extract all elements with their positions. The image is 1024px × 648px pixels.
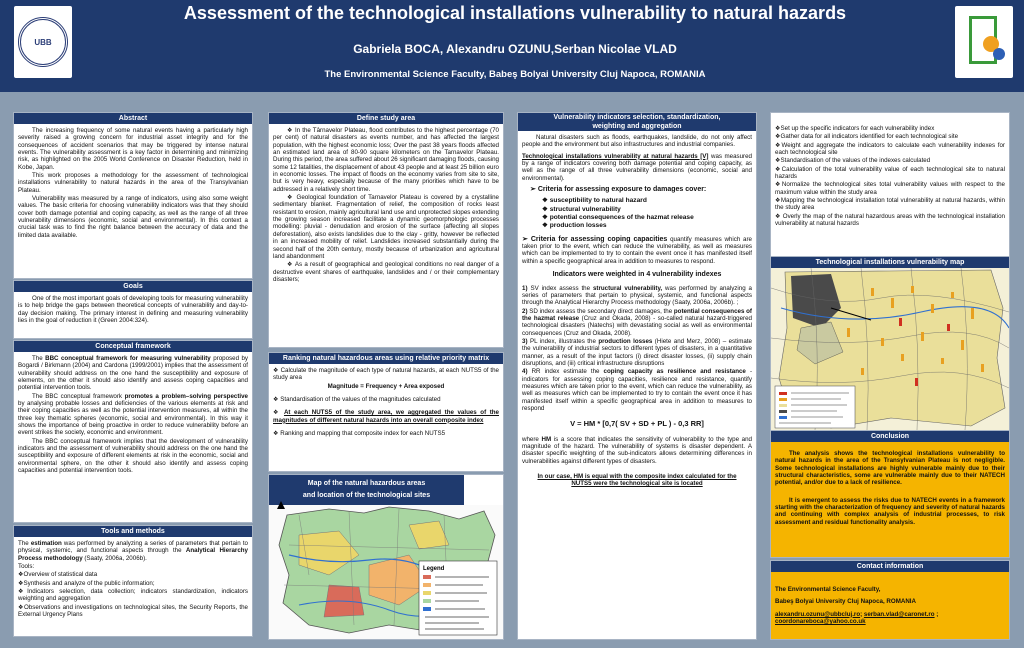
study-p1: ❖ In the Târnavelor Plateau, flood contributes to the highest percentage (70 per cent) of natural disasters as events number, and has affected the largest population, with the highest economic loss; Over the past 38 years floods affected an estimated land area of 80-90 square kilometers on the Tarnavelor Plateau. During this period, the area suffered about 26 significant damaging floods, causing some 12 fatalities, the displacement of about 43 people and at least 25 billion euro in economic losses. The impact of floods on the economy varies from site to site, but is very heavy, especially because of the many priorities which have to be addressed in a relatively short time.: [273, 127, 499, 193]
abstract-heading: Abstract: [14, 113, 252, 124]
study-p3: ❖ As a result of geographical and geological conditions no real danger of a destructive event shares of earthquake, landslides and / or their complementary disasters;: [273, 261, 499, 283]
vuln-map-heading: Technological installations vulnerability map: [771, 257, 1009, 268]
index-3: 3) PL index, illustrates the production losses (Hiete and Merz, 2008) – estimate the vulnerability of industrial sectors to different types of disasters, in a quantitative manner, as a result of the input factors (i) direct disaster losses, (ii) supply chain disruptions, and (iii) critical infrastructure disruptions: [522, 337, 752, 367]
step-item: ❖Calculation of the total vulnerability value of each technological site to natural hazards: [775, 165, 1005, 181]
conclusion-heading: Conclusion: [771, 431, 1009, 442]
diamond-bullet-icon: ❖: [287, 261, 295, 269]
tm-item: ❖Indicators selection, data collection; indicators standardization, indicators weighting and aggregation: [18, 588, 248, 603]
ranking-heading: Ranking natural hazardous areas using relative priority matrix: [269, 353, 503, 364]
conclusion-p1: The analysis shows the technological installations vulnerability to natural hazards in the area of the Transylvanian Plateau is not negligible. Some technological installations are highly vulnerable mainly due to their structural characteristics, some are vulnerable mainly due to their NATECH potential, and/or due to a lack of resilience.: [775, 450, 1005, 487]
indicators-panel: [517, 112, 757, 640]
poster-title: Assessment of the technological installations vulnerability to natural hazards: [183, 3, 847, 23]
diamond-bullet-icon: ❖: [542, 222, 550, 230]
abstract-p2: This work proposes a methodology for the assessment of technological installations vulnerability to natural hazards in the area of the Transylvanian Plateau.: [18, 172, 248, 194]
faculty-logo: [955, 6, 1013, 78]
affiliation: The Environmental Science Faculty, Babeş Bolyai University Cluj Napoca, ROMANIA: [324, 69, 706, 80]
hazard-map-panel: [268, 474, 504, 640]
university-logo: [14, 6, 72, 78]
goals-heading: Goals: [14, 281, 252, 292]
crit-item: ❖ potential consequences of the hazmat release: [542, 214, 694, 222]
criteria-exposure: ➢ Criteria for assessing exposure to damages cover:: [530, 186, 707, 194]
diamond-bullet-icon: ❖: [542, 214, 550, 222]
weighted-heading: Indicators were weighted in 4 vulnerability indexes: [552, 271, 722, 279]
hazard-map-heading: Map of the natural hazardous areas and location of the technological sites: [269, 475, 464, 505]
vis-p2: Technological installations vulnerability at natural hazards [V] was measured by a range of indicators covering both damage potential and coping capacity, as well as the range of all three vulnerability dimensions (economic, social and environmental).: [522, 152, 752, 182]
cf-p1: The BBC conceptual framework for measuring vulnerability proposed by Bogardi / Birkmann (2004) and Cardona (1999/2001) implies that the assessment of vulnerability should address on the one hand the susceptibility and exposure of elements, on the other it should also identify and assess coping capacities and potential intervention tools.: [18, 355, 248, 392]
abstract-p3: Vulnerability was measured by a range of indicators, using also some weight values. The basic criteria for choosing vulnerability indicators was that they should cover both damage potential and coping capacity, as well as the range of all three vulnerability dimensions (economic, social and environmental). In this context a crucial task was to find the right balance between the accuracy of data and the limited data available.: [18, 195, 248, 239]
contact-heading: Contact information: [771, 561, 1009, 572]
index-2: 2) SD index assess the secondary direct damages, the potential consequences of the hazmat release (Cruz and Okada, 2008) - so-called natural hazard-triggered technological disasters (Natechs) with devastating social as well as environmental consequences (Cruz and Okada, 2008).: [522, 307, 752, 337]
rank-item-4: ❖ Ranking and mapping that composite index for each NUTS5: [273, 430, 446, 438]
tm-item: ❖Observations and investigations on technological sites, the Security Reports, the External Urgency Plans: [18, 603, 248, 619]
study-heading: Define study area: [269, 113, 503, 124]
university-seal-icon: UBB: [18, 17, 68, 67]
crit-item: ❖ structural vulnerability: [542, 205, 621, 213]
tm-item: ❖Synthesis and analyze of the public information;: [18, 579, 155, 587]
arrow-bullet-icon: ➢: [530, 186, 538, 194]
index-4: 4) RR index estimate the coping capacity as resilience and resistance - indicators for assessing coping capacities, resilience and resistance, quantify measures which are taken prior to the event, which can reduce the vulnerability, as well as measures which can be implemented to try to contain the event once it has manifested itself within a specific geographical area in addition to measures to respond: [522, 368, 753, 412]
ranking-panel: [268, 352, 504, 472]
tm-heading: Tools and methods: [14, 526, 252, 537]
vis-p1: Natural disasters such as floods, earthquakes, landslide, do not only affect people and the environment but also infrastructures and industrial companies.: [522, 134, 752, 149]
authors: Gabriela BOCA, Alexandru OZUNU,Serban Nicolae VLAD: [353, 42, 677, 56]
tools-methods-panel: [13, 525, 253, 637]
study-area-panel: [268, 112, 504, 348]
indicators-heading: Vulnerability indicators selection, standardization, weighting and aggregation: [518, 113, 756, 131]
step-item: ❖ Overly the map of the natural hazardous areas with the technological installation vulnerability at natural hazards: [775, 212, 1005, 228]
rank-item-3: ❖ At each NUTS5 of the study area, we aggregated the values of the magnitudes of different natural hazards into an overall composite index: [273, 409, 499, 424]
conclusion-p2: It is emergent to assess the risks due to NATECH events in a framework starting with the characterization of frequency and severity of natural hazards and continuing with complex analysis of industrial processes, to risk assessment and residual functionality analysis.: [775, 496, 1005, 526]
conceptual-framework-panel: [13, 340, 253, 523]
goals-panel: [13, 280, 253, 339]
contact-panel: [770, 560, 1010, 640]
abstract-panel: [13, 112, 253, 279]
tm-item: ❖Overview of statistical data: [18, 571, 98, 579]
cf-heading: Conceptual framework: [14, 341, 252, 352]
where-text: where HM is a score that indicates the sensitivity of vulnerability to the type and magnitude of the hazard. The vulnerability of systems is disaster dependent. A disaster specific weighting of the sub-indicators allows determining differences in vulnerabilities against different types of disasters.: [522, 435, 752, 465]
conclusion-panel: [770, 430, 1010, 558]
goals-text: One of the most important goals of developing tools for measuring vulnerability is to help bridge the gaps between theoretical concepts of vulnerability and day-to-day decision making. The primary interest in defining and measuring vulnerability lies in the goal of reduction it (Green 2004:324).: [18, 295, 248, 325]
diamond-bullet-icon: ❖: [542, 197, 550, 205]
step-item: ❖Mapping the technological installation total vulnerability at natural hazards, within the study area: [775, 197, 1005, 212]
crit-item: ❖ production losses: [542, 222, 607, 230]
hazard-map: [269, 475, 503, 639]
email-link-ozunu[interactable]: alexandru.ozunu@ubbcluj.ro: [775, 610, 861, 618]
diamond-bullet-icon: ❖: [287, 127, 295, 134]
contact-line-2: Babeş Bolyai University Cluj Napoca, ROMANIA: [775, 598, 916, 606]
index-1: 1) SV index assess the structural vulnerability, was performed by analyzing a series of parameters that pertain to physical, systemic, and functional aspects through the Analytical Hierarchy Process methodology (Saaty, 2006a, 2006b). ;: [522, 284, 753, 307]
vulnerability-map-panel: [770, 256, 1010, 430]
cf-p3: The BBC conceptual framework implies that the development of vulnerability indicators and the assessment of vulnerability should address on the one hand the susceptibility and exposure of different elements at risk in the economic, social and environmental sphere, on the other it should also identify and assess coping capacities and potential intervention tools.: [18, 437, 248, 475]
tm-p1: The estimation was performed by analyzing a series of parameters that pertain to physical, systemic, and functional aspects through the Analytical Hierarchy Process methodology (Saaty, 2006a, 2006b).: [18, 540, 248, 562]
step-item: ❖Set up the specific indicators for each vulnerability index: [775, 125, 935, 132]
contact-emails: alexandru.ozunu@ubbcluj.ro; serban.vlad@caronet.ro ; coordonareboca@yahoo.co.uk: [775, 610, 939, 626]
criteria-coping: ➢ Criteria for assessing coping capacities quantify measures which are taken prior to the event, which can reduce the vulnerability, as well as measures which can be implemented to try to contain the event once it has manifested itself within a specific geographical area in addition to measures to respond.: [522, 235, 752, 265]
rank-item-1: ❖ Calculate the magnitude of each type of natural hazards, at each NUTS5 of the study area: [273, 367, 499, 382]
study-p2: ❖ Geological foundation of Tarnavelor Plateau is covered by a crystalline sedimentary blanket. Fragmentation of relief, the composition of rocks least resistant to erosion, mainly agricultural land use and unprotected slopes extending the growing season increased facilitate a dynamic geomorphologic processes modelling: pluvial - denudation and erosion of the surface (affecting all slopes deforestation), also exists landslides due to the clay - gritty, however be reflected in an increased mobility of relief. Landslides increased substantially during the second half of the 20th century, mostly because of urbanization and agricultural land abandonment: [273, 194, 499, 260]
email-link-vlad[interactable]: serban.vlad@caronet.ro: [863, 610, 935, 618]
diamond-bullet-icon: ❖: [542, 205, 550, 213]
rank-item-2: ❖ Standardisation of the values of the magnitudes calculated: [273, 396, 441, 404]
step-item: ❖Normalize the technological sites total vulnerability values with respect to the maximum value within the study area: [775, 181, 1005, 196]
step-item: ❖Gather data for all indicators identified for each technological site: [775, 133, 959, 141]
contact-line-1: The Environmental Science Faculty,: [775, 586, 881, 593]
poster-header: [0, 0, 1024, 92]
step-item: ❖Standardisation of the values of the indexes calculated: [775, 157, 931, 165]
vulnerability-equation: V = HM * [0,7( SV + SD + PL ) - 0,3 RR]: [570, 419, 704, 429]
vulnerability-map: [771, 268, 1009, 430]
magnitude-formula: Magnitude = Frequency + Area exposed: [327, 382, 445, 390]
email-link-boca[interactable]: coordonareboca@yahoo.co.uk: [775, 618, 866, 626]
final-note: In our case, HM is equal with the composite index calculated for the NUTS5 were the technological site is located: [537, 473, 737, 488]
cf-p2: The BBC conceptual framework promotes a problem–solving perspective by analysing probable losses and deficiencies of the various elements at risk and their coping capacities as well as the potential intervention measures, all within the three key thematic spheres (economic, social and environmental). In this way it shows the importance of being proactive in order to reduce vulnerability before an event strikes the society, economic and environment.: [18, 392, 248, 437]
steps-panel: [770, 112, 1010, 258]
abstract-p1: The increasing frequency of some natural events having a particularly high severity raised a growing concern for industrial asset integrity and for the consequences of accident scenarios that may be triggered by intense natural events. The vulnerability assessment is a key factor in determining and minimizing risk, as highlighted on the 2005 World Conference on Disaster Reduction, held in Kobe, Japan.: [18, 127, 248, 171]
diamond-bullet-icon: ❖: [287, 194, 297, 202]
step-item: ❖Weight and aggregate the indicators to calculate each vulnerability indexes for each technological site: [775, 141, 1005, 157]
map-legend-title: Legend: [423, 566, 445, 572]
tm-tools-label: Tools:: [18, 563, 35, 571]
crit-item: ❖ susceptibility to natural hazard: [542, 197, 647, 205]
